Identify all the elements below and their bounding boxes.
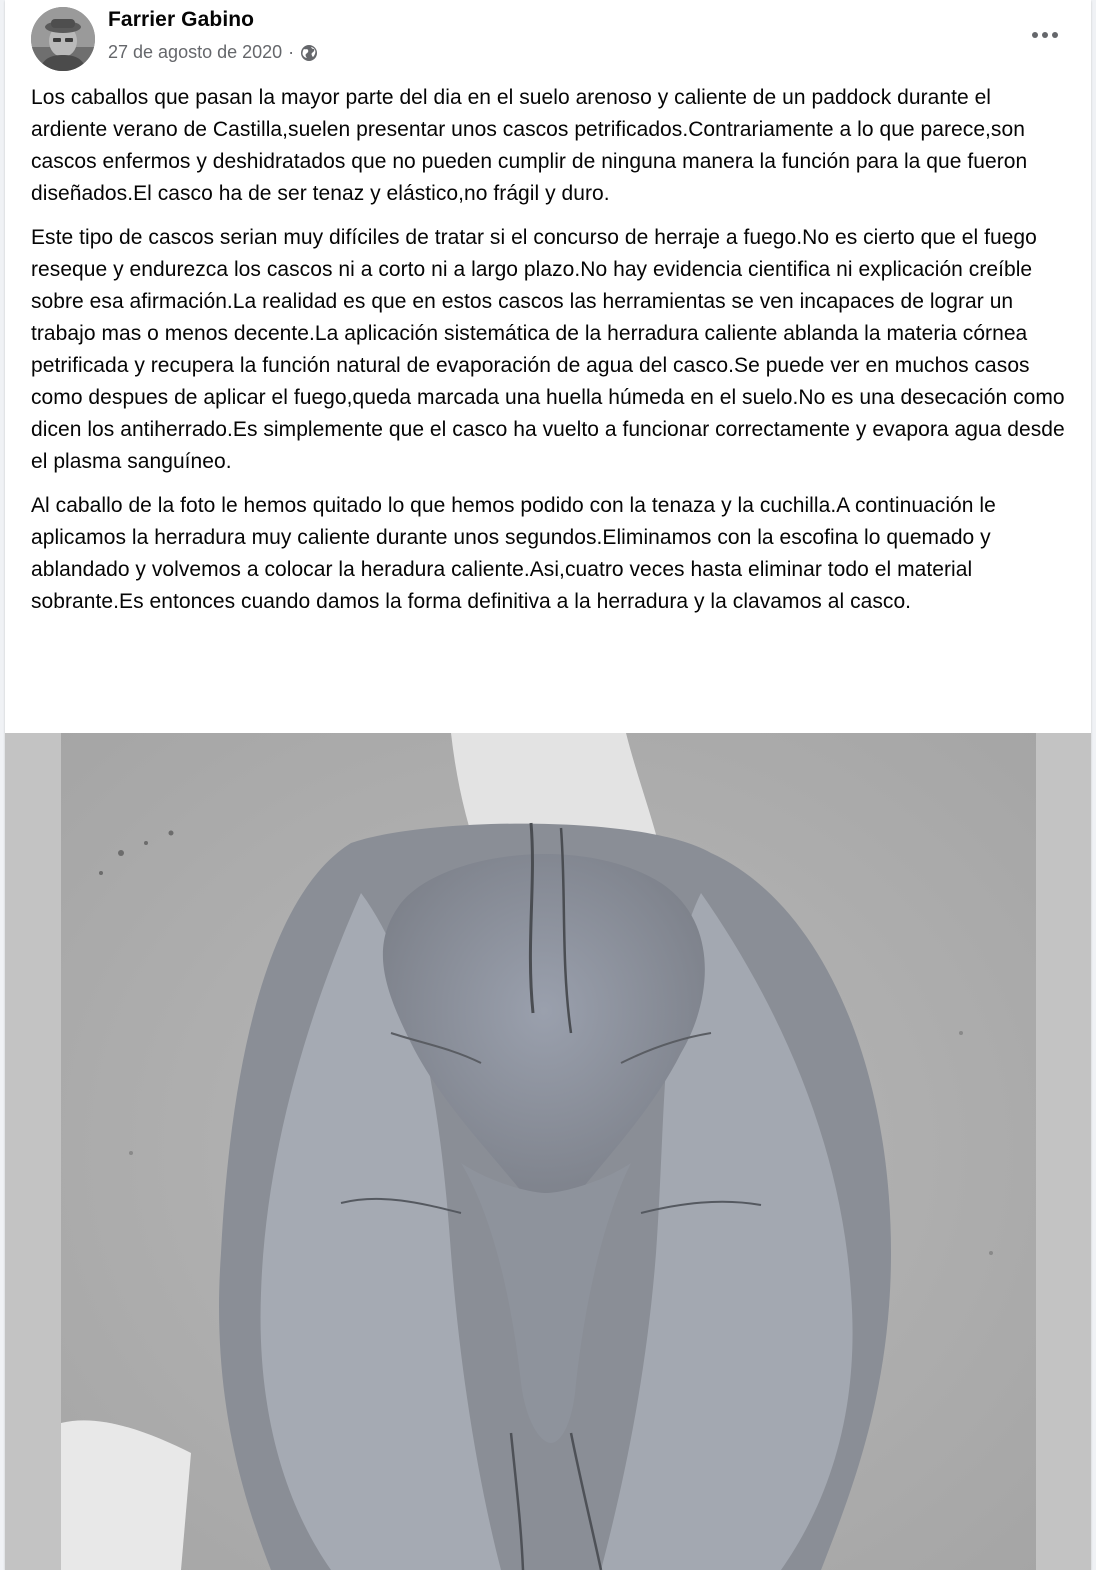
- author-name[interactable]: Farrier Gabino: [108, 8, 255, 31]
- avatar-photo: [31, 7, 95, 71]
- post-meta: [108, 42, 318, 63]
- globe-icon: [300, 44, 318, 62]
- more-options-icon: [1031, 31, 1059, 39]
- author-avatar[interactable]: [31, 7, 95, 71]
- post-paragraph-1: Los caballos que pasan la mayor parte del dia en el suelo arenoso y caliente de un paddock durante el ardiente verano de Castilla,suelen presentar unos cascos petrificados.Contrariamente a lo que parece,son cascos enfermos y deshidratados que no pueden cumplir de ninguna manera la función para la que fueron diseñados.El casco ha de ser tenaz y elástico,no frágil y duro.: [31, 86, 1028, 205]
- post-card: [5, 0, 1091, 1570]
- post-photo[interactable]: [5, 733, 1091, 1570]
- post-paragraph-2: Este tipo de cascos serian muy difíciles de tratar si el concurso de herraje a fuego.No es cierto que el fuego reseque y endurezca los cascos ni a corto ni a largo plazo.No hay evidencia cientifica ni explicación creíble sobre esa afirmación.La realidad es que en estos cascos las herramientas se ven incapaces de lograr un trabajo mas o menos decente.La aplicación sistemática de la herradura caliente ablanda la materia córnea petrificada y recupera la función natural de evaporación de agua del casco.Se puede ver en muchos casos como despues de aplicar el fuego,queda marcada una huella húmeda en el suelo.No es una desecación como dicen los antiherrado.Es simplemente que el casco ha vuelto a funcionar correctamente y evapora agua desde el plasma sanguíneo.: [31, 226, 1065, 473]
- post-paragraph-3: Al caballo de la foto le hemos quitado lo que hemos podido con la tenaza y la cuchilla.A continuación le aplicamos la herradura muy caliente durante unos segundos.Eliminamos con la escofina lo quemado y ablandado y volvemos a colocar la heradura caliente.Asi,cuatro veces hasta eliminar todo el material sobrante.Es entonces cuando damos la forma definitiva a la herradura y la clavamos al casco.: [31, 494, 996, 613]
- more-options-button[interactable]: [1025, 20, 1065, 50]
- post-header: [5, 0, 1091, 80]
- meta-separator: ·: [288, 42, 295, 62]
- post-date[interactable]: 27 de agosto de 2020: [108, 42, 283, 62]
- post-text: [31, 82, 1071, 630]
- hoof-photo: [61, 733, 1036, 1570]
